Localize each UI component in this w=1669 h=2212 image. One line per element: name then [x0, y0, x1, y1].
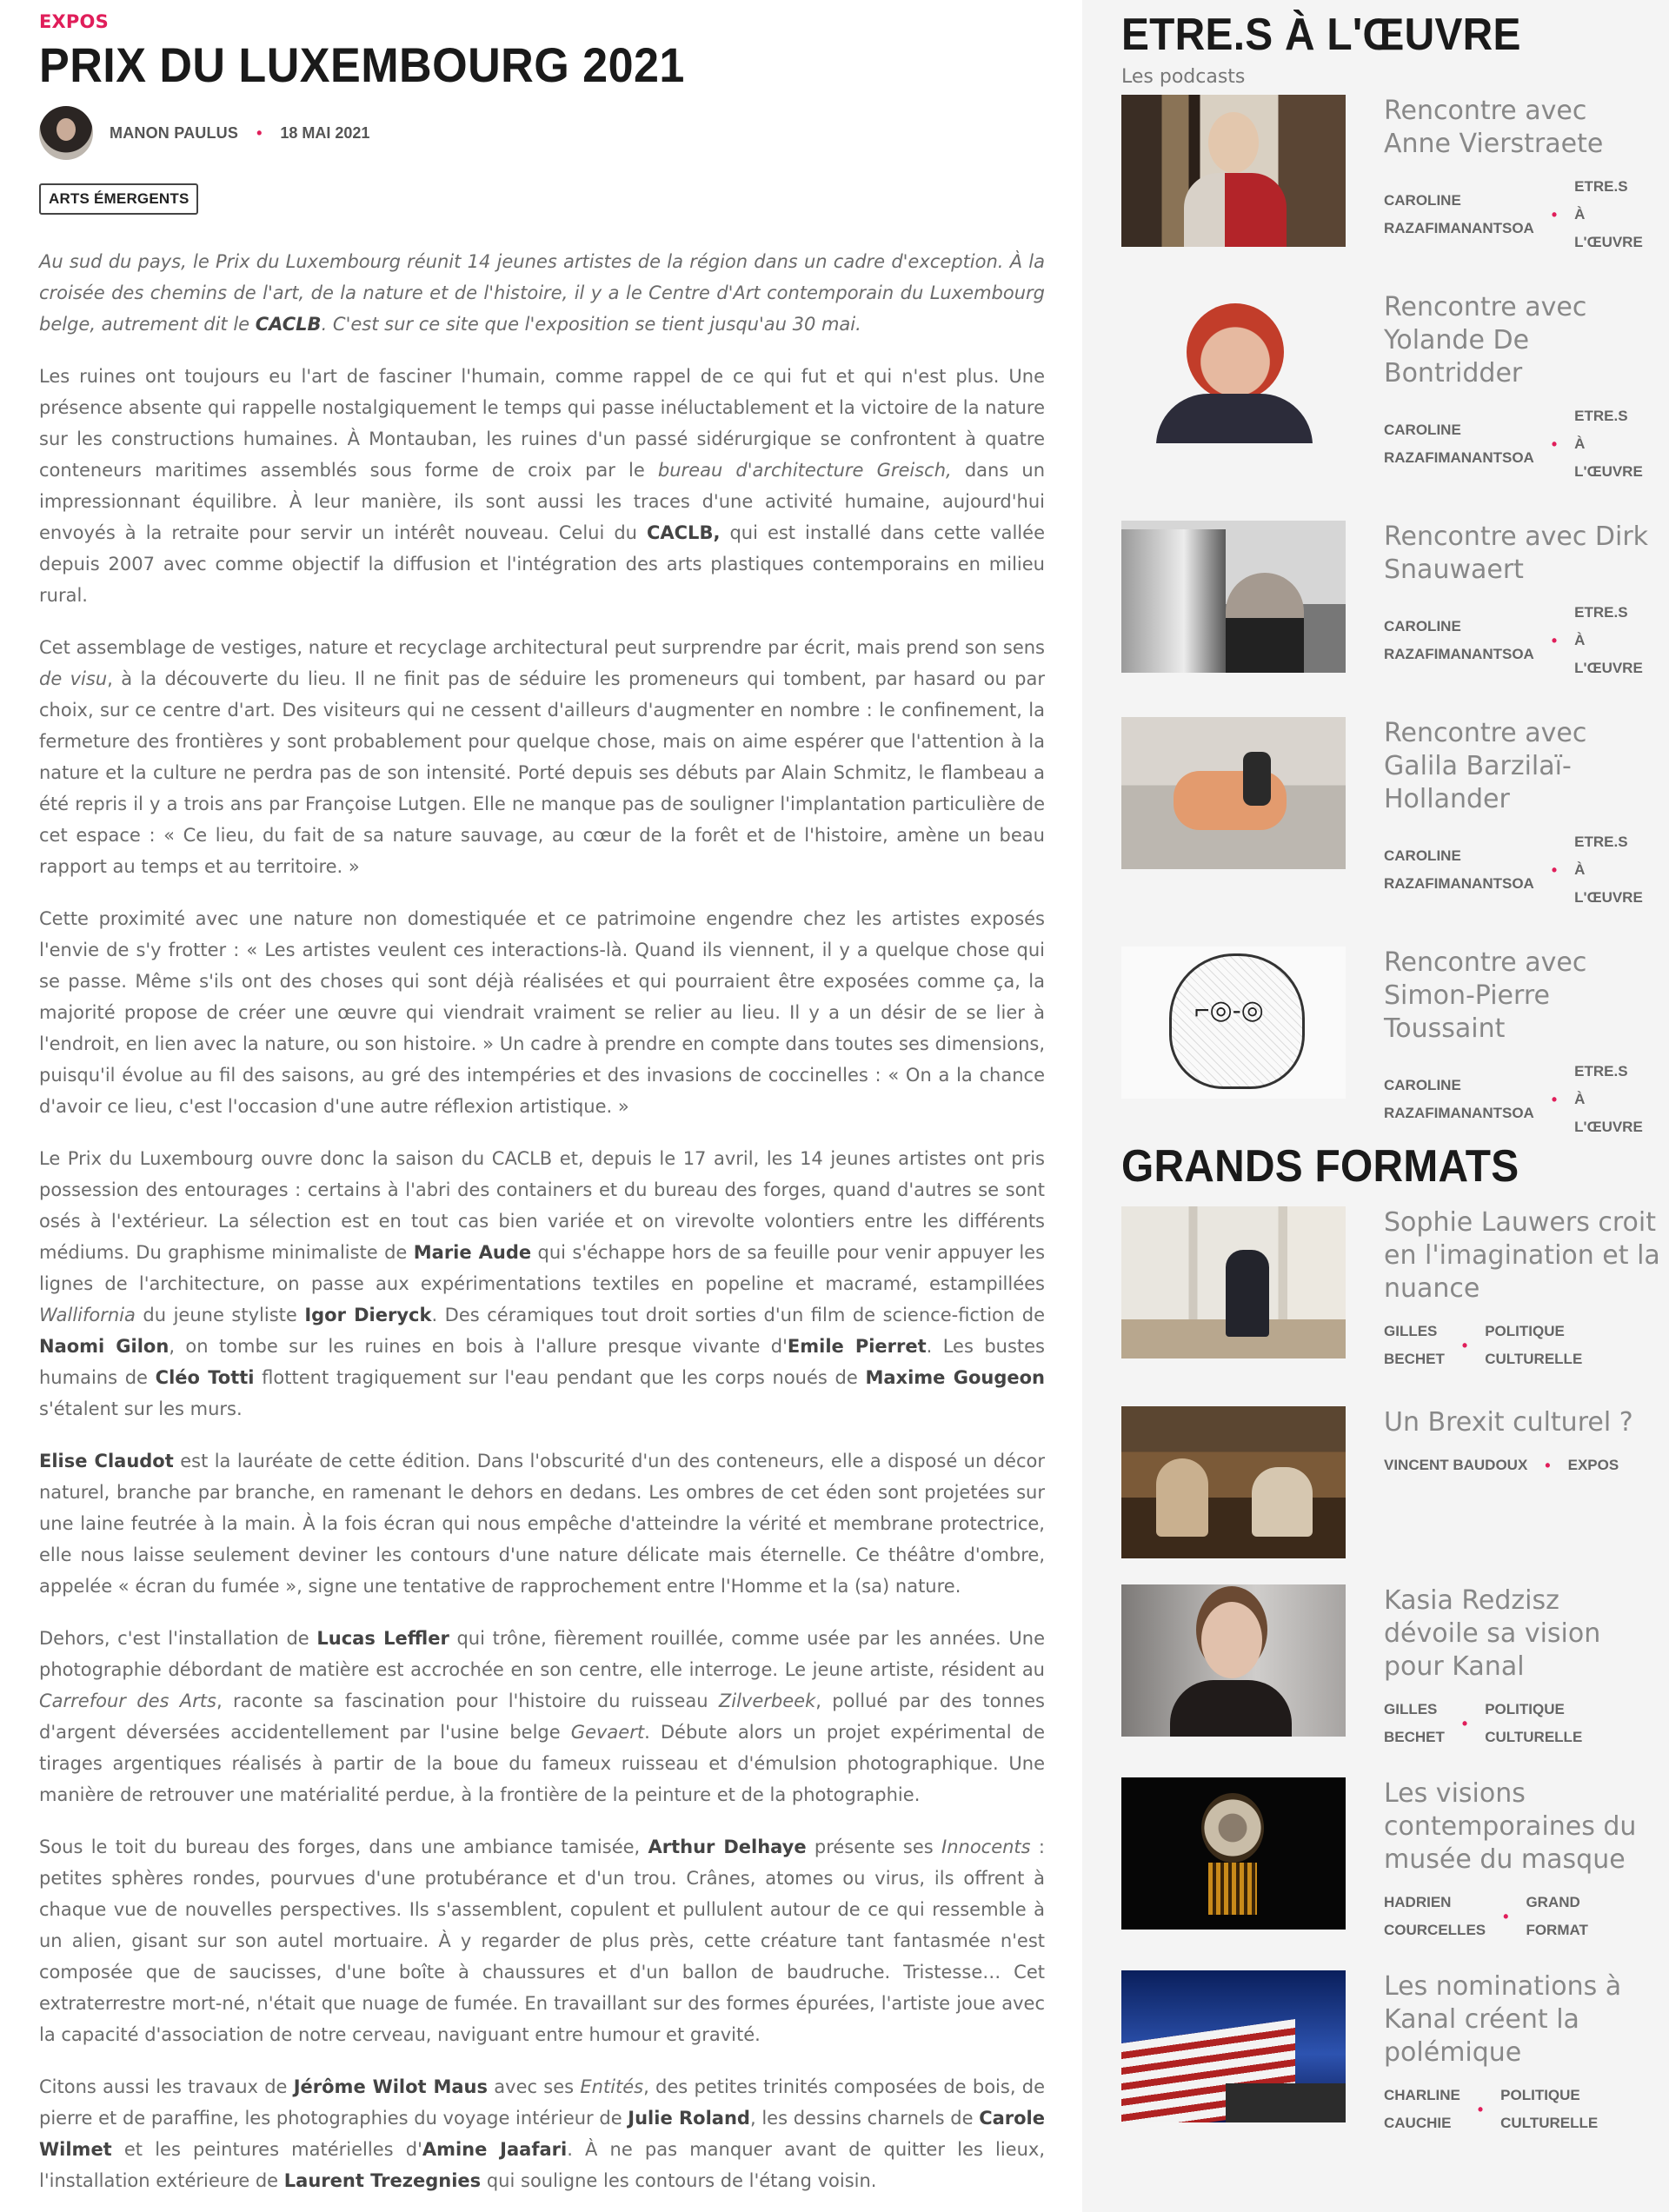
italic-text: Wallifornia: [39, 1305, 136, 1325]
byline-separator: •: [256, 123, 263, 142]
card-meta-separator: •: [1551, 435, 1558, 453]
card-category-line: FORMAT: [1526, 1922, 1588, 1938]
card-meta: [1384, 1058, 1660, 1141]
card-category-line: L'ŒUVRE: [1574, 660, 1643, 676]
article-paragraph: [39, 1143, 1045, 1425]
bold-text: Lucas Leffler: [316, 1628, 449, 1649]
sidebar-card[interactable]: [1121, 947, 1660, 1141]
card-author-line: CAROLINE: [1384, 847, 1461, 864]
text-run: Citons aussi les travaux de: [39, 2076, 294, 2097]
sidebar-card[interactable]: [1121, 717, 1660, 912]
text-run: . À ne pas manquer avant de quitter les lieux, l'installation extérieure de: [39, 2139, 1045, 2191]
card-category-line: CULTURELLE: [1500, 2115, 1599, 2131]
bold-text: Igor Dieryck: [304, 1305, 432, 1325]
card-thumbnail[interactable]: [1121, 1206, 1346, 1358]
card-title-link[interactable]: Rencontre avec Anne Vierstraete: [1384, 96, 1604, 159]
card-title-link[interactable]: Kasia Redzisz dévoile sa vision pour Kanal: [1384, 1585, 1601, 1682]
article-paragraph: [39, 632, 1045, 882]
card-category-line: CULTURELLE: [1485, 1729, 1583, 1745]
text-run: dans un impressionnant équilibre. À leur manière, ils sont aussi les traces d'une activité humaine, aujourd'hui envoyés à la retraite pour servir un intérêt nouveau. Celui du: [39, 460, 1046, 543]
text-run: , à la découverte du lieu. Il ne finit pas de séduire les promeneurs qui tombent, par hasard ou par choix, sur ce centre d'art. Des visiteurs qui ne cessent d'ailleurs d'augmenter en nombre : le confinement, la fermeture des frontières y sont probablement pour quelque chose, mais on aime espérer que l'attention à la nature et la culture ne perdra pas de son intensité. Porté depuis ses débuts par Alain Schmitz, le flambeau a été repris il y a trois ans par Françoise Lutgen. Elle ne manque pas de souligner l'implantation particulière de cet espace : « Ce lieu, du fait de sa nature sauvage, au cœur de la forêt et de l'histoire, amène un beau rapport au temps et au territoire. »: [39, 668, 1045, 877]
card-author-line: CAROLINE: [1384, 618, 1461, 634]
article-category-link[interactable]: EXPOS: [39, 11, 109, 32]
card-author-line: CAUCHIE: [1384, 2115, 1452, 2131]
card-category-link[interactable]: [1485, 1318, 1582, 1373]
card-author-link[interactable]: [1384, 1889, 1486, 1944]
card-author-line: CAROLINE: [1384, 422, 1461, 438]
card-author-link[interactable]: [1384, 1696, 1445, 1751]
text-run: qui souligne les contours de l'étang voisin.: [481, 2170, 877, 2191]
card-author-link[interactable]: [1384, 1072, 1534, 1127]
card-category-line: EXPOS: [1567, 1457, 1619, 1473]
article-body: [39, 246, 1045, 2196]
bold-text: Naomi Gilon: [39, 1336, 170, 1357]
card-category-line: POLITIQUE: [1485, 1701, 1565, 1717]
card-category-line: CULTURELLE: [1485, 1351, 1583, 1367]
card-thumbnail[interactable]: [1121, 1584, 1346, 1737]
sidebar: [1082, 0, 1669, 2212]
card-body: [1384, 1206, 1660, 1373]
text-run: , on tombe sur les ruines en bois à l'allure presque vivante d': [169, 1336, 788, 1357]
text-run: est la lauréate de cette édition. Dans l'obscurité d'un des conteneurs, elle a disposé un décor naturel, branche par branche, en ramenant le dehors en dedans. Les ombres de cet éden sont projetées sur une laine feutrée à la main. À la fois écran qui nous empêche d'atteindre la vérité et membrane protectrice, elle nous laisse seulement deviner les contours d'une nature délicate mais éternelle. Ce théâtre d'ombre, appelée « écran du fumée », signe une tentative de rapprochement entre l'Homme et la (sa) nature.: [39, 1451, 1045, 1597]
article-paragraph: [39, 361, 1045, 611]
card-category-link[interactable]: [1500, 2082, 1598, 2137]
card-body: [1384, 95, 1660, 256]
author-name[interactable]: MANON PAULUS: [110, 123, 239, 142]
card-meta-separator: •: [1551, 861, 1558, 879]
card-category-line: POLITIQUE: [1485, 1323, 1565, 1339]
card-category-line: L'ŒUVRE: [1574, 889, 1643, 906]
card-body: [1384, 1406, 1660, 1558]
text-run: Au sud du pays, le Prix du Luxembourg réunit 14 jeunes artistes de la région dans un cadre d'exception. À la croisée des chemins de l'art, de la nature et de l'histoire, il y a le Centre d'Art contemporain du Luxembourg belge, autrement dit le: [39, 251, 1045, 335]
card-author-line: CAROLINE: [1384, 192, 1461, 209]
card-author-line: GILLES: [1384, 1323, 1438, 1339]
card-thumbnail[interactable]: [1121, 1777, 1346, 1930]
card-author-link[interactable]: [1384, 2082, 1460, 2137]
podcasts-section-title[interactable]: ETRE.S À L'ŒUVRE: [1121, 10, 1521, 60]
card-title-link[interactable]: Rencontre avec Dirk Snauwaert: [1384, 521, 1649, 585]
article-main: [39, 0, 1045, 2212]
sidebar-card[interactable]: [1121, 1777, 1660, 1944]
card-author-line: RAZAFIMANANTSOA: [1384, 875, 1534, 892]
card-category-line: POLITIQUE: [1500, 2087, 1580, 2103]
podcasts-section-subtitle: Les podcasts: [1121, 66, 1246, 88]
sidebar-card[interactable]: [1121, 1584, 1660, 1751]
card-category-link[interactable]: [1574, 173, 1643, 256]
publish-date: 18 MAI 2021: [280, 123, 370, 142]
card-category-line: L'ŒUVRE: [1574, 234, 1643, 250]
text-run: Le Prix du Luxembourg ouvre donc la saison du CACLB et, depuis le 17 avril, les 14 jeunes artistes ont pris possession des entourages : certains à l'abri des containers et du bureau des forges, quand d'autres se sont osés à l'extérieur. La sélection est en tout cas bien variée et on virevolte volontiers entre les différents médiums. Du graphisme minimaliste de: [39, 1148, 1045, 1263]
sidebar-inner: [1121, 0, 1660, 2131]
text-run: flottent tragiquement sur l'eau pendant que les corps noués de: [254, 1367, 866, 1388]
card-body: [1384, 1584, 1660, 1751]
card-meta-separator: •: [1461, 1715, 1468, 1732]
italic-text: Gevaert: [570, 1722, 645, 1743]
card-author-line: COURCELLES: [1384, 1922, 1486, 1938]
card-thumbnail[interactable]: [1121, 291, 1346, 443]
card-meta: [1384, 402, 1660, 486]
article-paragraph: [39, 903, 1045, 1122]
card-category-link[interactable]: [1526, 1889, 1587, 1944]
card-meta-separator: •: [1477, 2101, 1484, 2118]
bold-text: Cléo Totti: [155, 1367, 255, 1388]
bold-text: Jérôme Wilot Maus: [293, 2076, 489, 2097]
text-run: s'étalent sur les murs.: [39, 1398, 243, 1419]
card-author-line: GILLES: [1384, 1701, 1438, 1717]
card-category-line: À: [1574, 1091, 1586, 1107]
italic-text: bureau d'architecture Greisch,: [657, 460, 952, 481]
card-author-line: BECHET: [1384, 1351, 1445, 1367]
bold-text: CACLB: [255, 314, 322, 335]
sidebar-card[interactable]: [1121, 1206, 1660, 1373]
card-category-line: ETRE.S: [1574, 178, 1628, 195]
card-author-line: RAZAFIMANANTSOA: [1384, 449, 1534, 466]
card-category-link[interactable]: [1574, 402, 1643, 486]
text-run: , des petites trinités composées de bois, de pierre et de paraffine, les photographies du voyage intérieur de: [39, 2076, 1045, 2129]
text-run: Sous le toit du bureau des forges, dans une ambiance tamisée,: [39, 1837, 648, 1857]
bold-text: Maxime Gougeon: [865, 1367, 1045, 1388]
text-run: . Les bustes humains de: [39, 1336, 1045, 1388]
card-meta-separator: •: [1503, 1908, 1509, 1925]
card-category-line: GRAND: [1526, 1894, 1580, 1910]
card-meta: [1384, 1889, 1660, 1944]
text-run: et les peintures matérielles d': [111, 2139, 422, 2160]
text-run: Les ruines ont toujours eu l'art de fasciner l'humain, comme rappel de ce qui fut et qui n'est plus. Une présence absente qui rappelle nostalgiquement le temps qui passe inéluctablement et la victoire de la nature sur les constructions humaines. À Montauban, les ruines d'un passé sidérurgique se confrontent à quatre conteneurs maritimes assemblés sous forme de croix par le: [39, 366, 1045, 481]
podcasts-section: [1121, 0, 1660, 1141]
card-title-link[interactable]: Rencontre avec Simon-Pierre Toussaint: [1384, 947, 1587, 1044]
card-category-link[interactable]: [1574, 1058, 1643, 1141]
card-author-line: HADRIEN: [1384, 1894, 1452, 1910]
text-run: qui trône, fièrement rouillée, comme usée par les années. Une photographie débordant de matière est accrochée en son centre, elle interroge. Le jeune artiste, résident au: [39, 1628, 1045, 1680]
italic-text: Innocents: [941, 1837, 1031, 1857]
bold-text: Arthur Delhaye: [648, 1837, 807, 1857]
article-lead: [39, 246, 1045, 340]
bold-text: Carole Wilmet: [39, 2108, 1045, 2160]
card-category-line: L'ŒUVRE: [1574, 1119, 1643, 1135]
podcast-list: [1121, 95, 1660, 1141]
card-author-link[interactable]: [1384, 613, 1534, 668]
card-author-line: RAZAFIMANANTSOA: [1384, 1105, 1534, 1121]
text-run: présente ses: [806, 1837, 941, 1857]
card-category-link[interactable]: [1568, 1451, 1619, 1479]
card-author-link[interactable]: [1384, 1318, 1445, 1373]
bold-text: Julie Roland: [628, 2108, 750, 2129]
text-run: Dehors, c'est l'installation de: [39, 1628, 317, 1649]
card-meta-separator: •: [1461, 1337, 1468, 1354]
card-thumbnail[interactable]: [1121, 521, 1346, 673]
italic-text: Entités: [580, 2076, 644, 2097]
card-author-link[interactable]: [1384, 187, 1534, 242]
card-thumbnail[interactable]: [1121, 947, 1346, 1099]
text-run: . Des céramiques tout droit sorties d'un film de science-fiction de: [431, 1305, 1045, 1325]
article-tag[interactable]: ARTS ÉMERGENTS: [39, 183, 198, 215]
card-title-link[interactable]: Les nominations à Kanal créent la polémique: [1384, 1971, 1622, 2068]
card-author-line: CHARLINE: [1384, 2087, 1460, 2103]
card-meta: [1384, 2082, 1660, 2137]
card-meta-separator: •: [1545, 1457, 1551, 1474]
card-meta: [1384, 1318, 1660, 1373]
card-category-line: ETRE.S: [1574, 604, 1628, 621]
sidebar-card[interactable]: [1121, 291, 1660, 486]
card-meta: [1384, 173, 1660, 256]
article-byline: [39, 105, 1045, 161]
card-meta-separator: •: [1551, 632, 1558, 649]
card-category-line: ETRE.S: [1574, 1063, 1628, 1079]
grands-formats-list: [1121, 1206, 1660, 2137]
card-body: [1384, 717, 1660, 912]
card-category-line: À: [1574, 206, 1586, 223]
text-run: : petites sphères rondes, pourvues d'une protubérance et d'un trou. Crânes, atomes ou virus, ils offrent à chaque vue de nouvelles perspectives. Ils s'assemblent, copulent et pullulent autour de ce qui ressemble à un alien, gisant sur son autel mortuaire. À y regarder de plus près, cette créature tant fantasmée n'est composée que de saucisses, d'une boîte à chaussures et d'un ballon de baudruche. Tristesse… Cet extraterrestre mort-né, n'était que nuage de fumée. En travaillant sur des formes épurées, l'artiste joue avec la capacité d'association de notre cerveau, naviguant entre humour et gravité.: [39, 1837, 1045, 2045]
card-author-line: CAROLINE: [1384, 1077, 1461, 1093]
card-title-link[interactable]: Rencontre avec Galila Barzilaï-Hollander: [1384, 718, 1587, 814]
card-category-line: L'ŒUVRE: [1574, 463, 1643, 480]
card-thumbnail[interactable]: [1121, 95, 1346, 247]
card-body: [1384, 1970, 1660, 2137]
card-title-link[interactable]: Rencontre avec Yolande De Bontridder: [1384, 292, 1587, 389]
text-run: avec ses: [488, 2076, 581, 2097]
card-author-link[interactable]: [1384, 842, 1534, 898]
card-category-link[interactable]: [1574, 828, 1643, 912]
text-run: , pollué par des tonnes d'argent déversées accidentellement par l'usine belge: [39, 1691, 1045, 1743]
bold-text: Elise Claudot: [39, 1451, 174, 1471]
card-category-link[interactable]: [1485, 1696, 1582, 1751]
article-paragraph: [39, 2071, 1045, 2196]
card-body: [1384, 947, 1660, 1141]
bold-text: Laurent Trezegnies: [283, 2170, 482, 2191]
card-title-link[interactable]: Sophie Lauwers croit en l'imagination et la nuance: [1384, 1207, 1660, 1304]
text-run: . Débute alors un projet expérimental de tirages argentiques réalisés à partir de la boue du fameux ruisseau et d'émulsion photographique. Une manière de retrouver une matérialité perdue, à la frontière de la peinture et de la photographie.: [39, 1722, 1045, 1805]
card-author-line: VINCENT BAUDOUX: [1384, 1457, 1528, 1473]
card-category-line: À: [1574, 861, 1586, 878]
card-author-link[interactable]: [1384, 416, 1534, 472]
bold-text: Amine Jaafari: [422, 2139, 568, 2160]
bold-text: Marie Aude: [413, 1242, 532, 1263]
card-meta: [1384, 1696, 1660, 1751]
text-run: , les dessins charnels de: [749, 2108, 980, 2129]
card-author-line: RAZAFIMANANTSOA: [1384, 646, 1534, 662]
card-category-line: ETRE.S: [1574, 408, 1628, 424]
card-meta: [1384, 599, 1660, 682]
card-meta-separator: •: [1551, 206, 1558, 223]
card-meta-separator: •: [1551, 1091, 1558, 1108]
article-title: PRIX DU LUXEMBOURG 2021: [39, 37, 685, 92]
text-run: Cet assemblage de vestiges, nature et recyclage architectural peut surprendre par écrit, mais prend son sens: [39, 637, 1045, 658]
card-title-link[interactable]: Un Brexit culturel ?: [1384, 1407, 1633, 1438]
card-category-line: À: [1574, 632, 1586, 648]
card-thumbnail[interactable]: [1121, 717, 1346, 869]
article-paragraph: [39, 1831, 1045, 2050]
italic-text: Carrefour des Arts: [39, 1691, 216, 1711]
text-run: . C'est sur ce site que l'exposition se tient jusqu'au 30 mai.: [321, 314, 861, 335]
sidebar-card[interactable]: [1121, 1970, 1660, 2137]
card-body: [1384, 1777, 1660, 1944]
card-meta: [1384, 1451, 1660, 1479]
bold-text: CACLB,: [646, 522, 721, 543]
text-run: Cette proximité avec une nature non domestiquée et ce patrimoine engendre chez les artistes exposés l'envie de s'y frotter : « Les artistes veulent ces interactions-là. Quand ils viennent, il y a quelque chose qui se passe. Même s'ils ont des choses qui sont déjà réalisées et qui pourraient être exposées comme ça, la majorité propose de créer une œuvre qui viendrait vraiment se relier au lieu. Il y a un désir de se lier à l'endroit, en lien avec la nature, ou son histoire. » Un cadre à prendre en compte dans toutes ses dimensions, puisqu'il évolue au fil des saisons, au gré des intempéries et des invasions de coccinelles : « On a la chance d'avoir ce lieu, c'est l'occasion d'une autre réflexion artistique. »: [39, 908, 1045, 1117]
sidebar-card[interactable]: [1121, 521, 1660, 682]
sidebar-card[interactable]: [1121, 1406, 1660, 1558]
text-run: du jeune styliste: [135, 1305, 305, 1325]
text-run: , raconte sa fascination pour l'histoire du ruisseau: [216, 1691, 719, 1711]
card-category-line: ETRE.S: [1574, 834, 1628, 850]
text-run: qui s'échappe hors de sa feuille pour venir appuyer les lignes de l'architecture, on passe aux expérimentations textiles en popeline et macramé, estampillées: [39, 1242, 1046, 1294]
italic-text: Zilverbeek: [718, 1691, 816, 1711]
card-author-line: RAZAFIMANANTSOA: [1384, 220, 1534, 236]
card-body: [1384, 291, 1660, 486]
sidebar-card[interactable]: [1121, 95, 1660, 256]
text-run: qui est installé dans cette vallée depuis 2007 avec comme objectif la diffusion et l'intégration des arts plastiques contemporains en milieu rural.: [39, 522, 1045, 606]
italic-text: de visu: [39, 668, 108, 689]
card-author-link[interactable]: [1384, 1451, 1527, 1479]
bold-text: Emile Pierret: [787, 1336, 927, 1357]
card-thumbnail[interactable]: [1121, 1970, 1346, 2122]
article-paragraph: [39, 1445, 1045, 1602]
card-meta: [1384, 828, 1660, 912]
grands-formats-section-title[interactable]: GRANDS FORMATS: [1121, 1141, 1519, 1192]
card-title-link[interactable]: Les visions contemporaines du musée du masque: [1384, 1778, 1637, 1875]
author-avatar[interactable]: [39, 106, 93, 160]
card-author-line: BECHET: [1384, 1729, 1445, 1745]
card-thumbnail[interactable]: [1121, 1406, 1346, 1558]
article-paragraph: [39, 1623, 1045, 1810]
card-category-link[interactable]: [1574, 599, 1643, 682]
grands-formats-section: [1121, 1140, 1660, 2137]
card-category-line: À: [1574, 435, 1586, 452]
card-body: [1384, 521, 1660, 682]
